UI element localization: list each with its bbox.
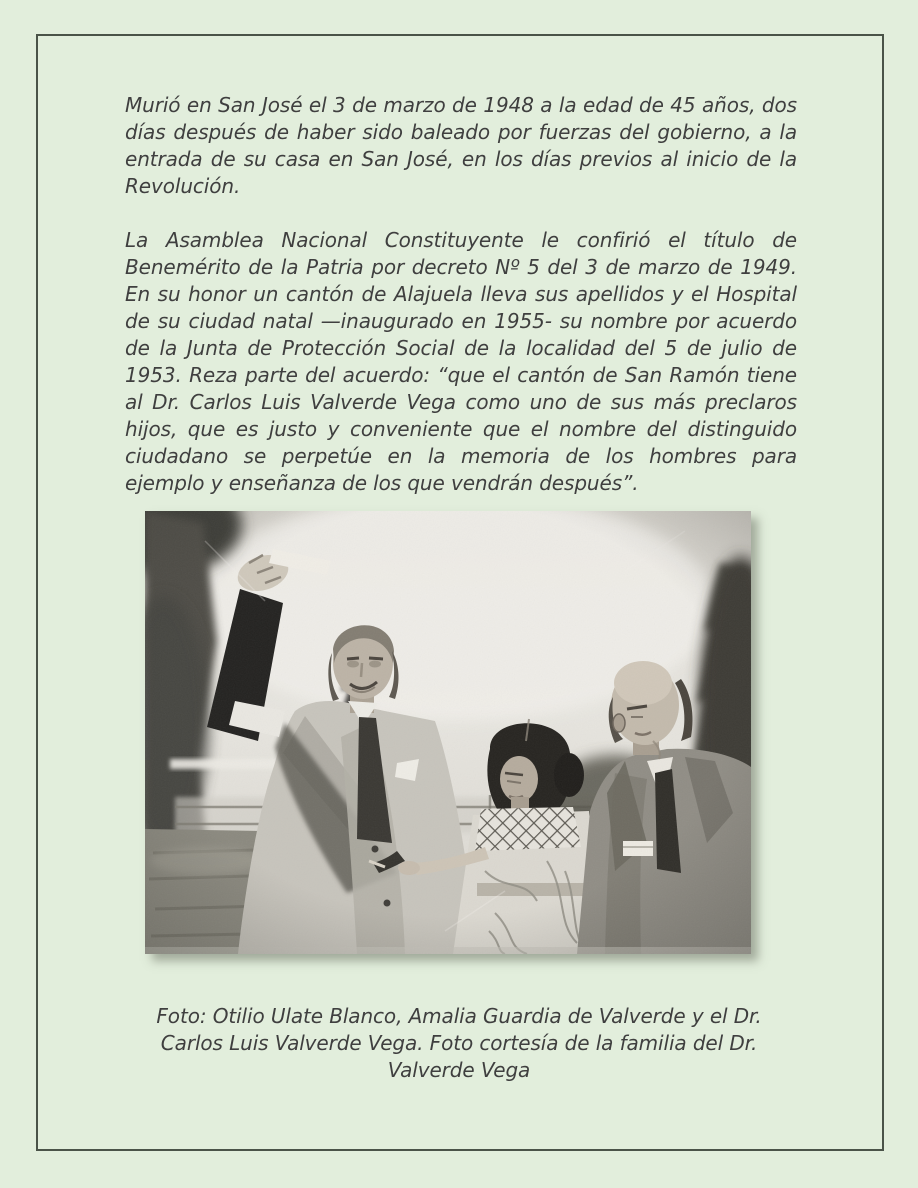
photo-caption: Foto: Otilio Ulate Blanco, Amalia Guardia de Valverde y el Dr. Carlos Luis Valverde Vega. Foto cortesía de la familia del Dr. Valverde Vega bbox=[156, 1004, 762, 1082]
historical-photo bbox=[145, 511, 751, 954]
paragraph-honors: La Asamblea Nacional Constituyente le confirió el título de Benemérito de la Patria por decreto Nº 5 del 3 de marzo de 1949. En su honor un cantón de Alajuela lleva sus apellidos y el Hospital de su ciudad natal —inaugurado en 1955- su nombre por acuerdo de la Junta de Protección Social de la localidad del 5 de julio de 1953. Reza parte del acuerdo: “que el cantón de San Ramón tiene al Dr. Carlos Luis Valverde Vega como uno de sus más preclaros hijos, que es justo y conveniente que el nombre del distinguido ciudadano se perpetúe en la memoria de los hombres para ejemplo y enseñanza de los que vendrán después”. bbox=[125, 228, 797, 495]
historical-photo-illustration bbox=[145, 511, 751, 954]
page-border-frame bbox=[36, 34, 884, 1151]
text-content bbox=[125, 92, 797, 1084]
paragraph-death: Murió en San José el 3 de marzo de 1948 a la edad de 45 años, dos días después de haber sido baleado por fuerzas del gobierno, a la entrada de su casa en San José, en los días previos al inicio de la Revolución. bbox=[125, 93, 797, 198]
photo-figure bbox=[145, 511, 762, 1084]
